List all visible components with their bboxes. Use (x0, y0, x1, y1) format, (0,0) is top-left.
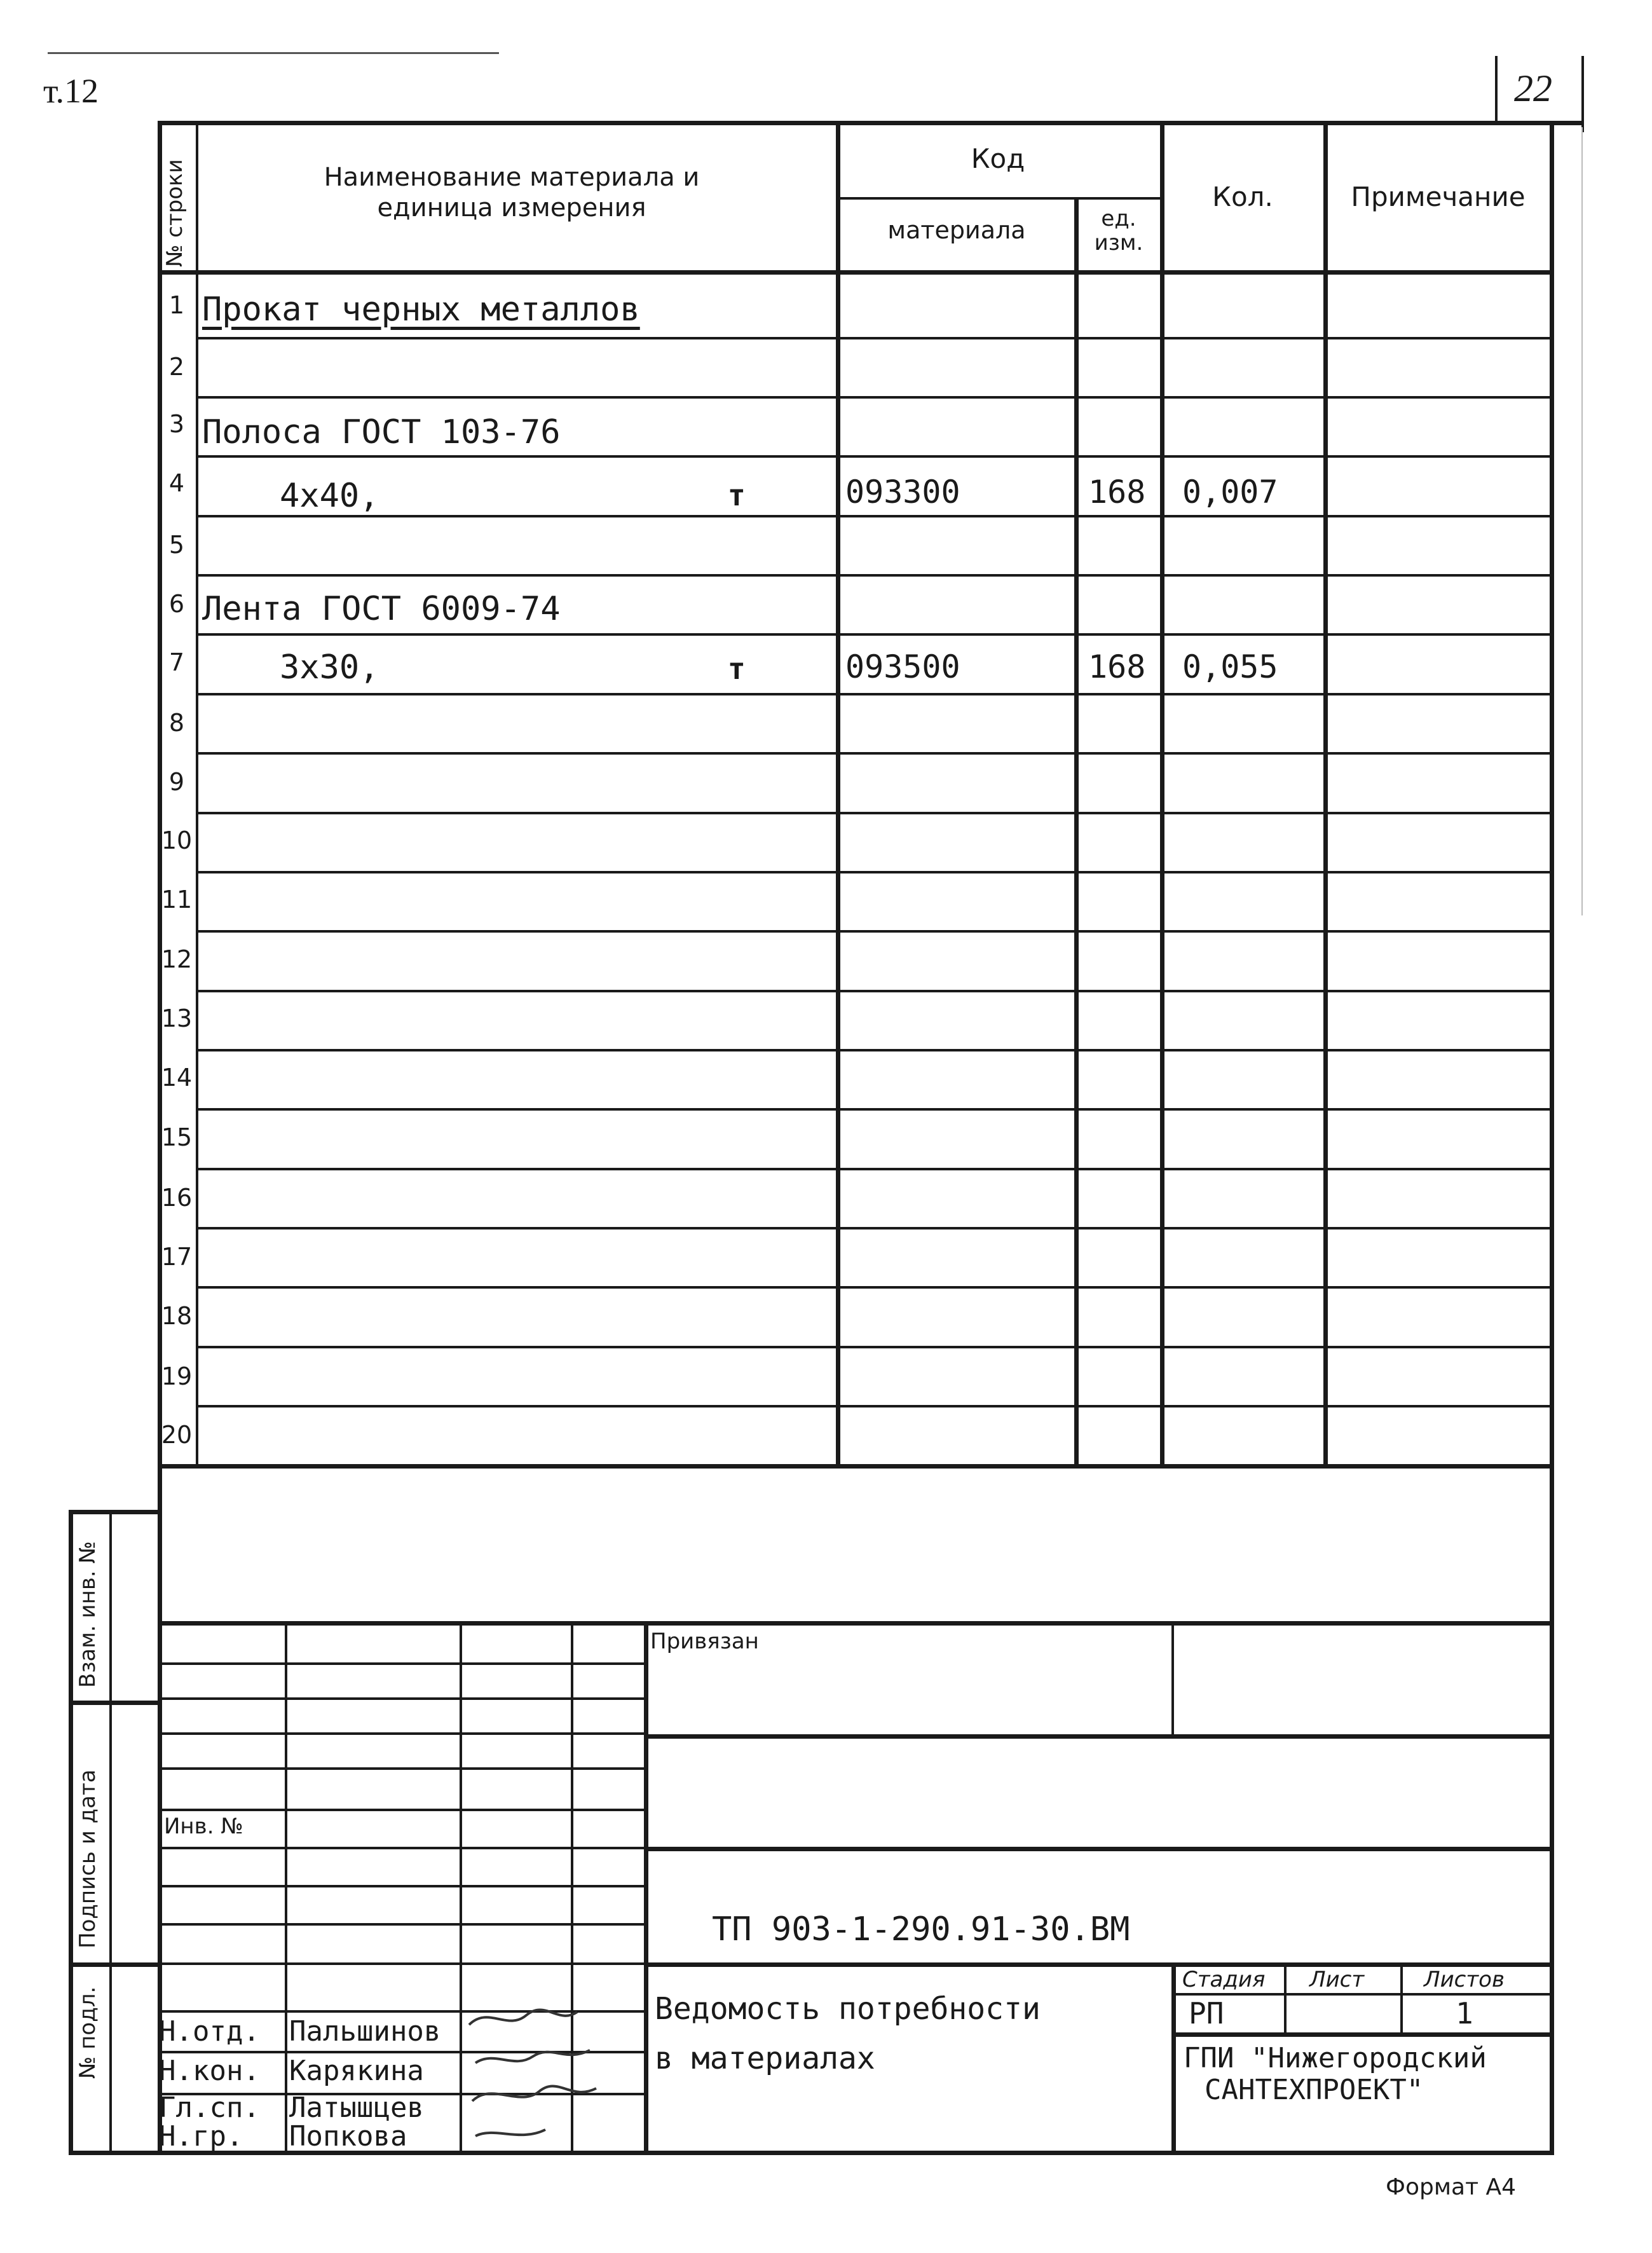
side-stamp-inner (109, 1510, 112, 2152)
row-number: 17 (161, 1243, 193, 1271)
signer-name: Карякина (289, 2055, 424, 2087)
row-number: 8 (168, 709, 185, 737)
grid-row (158, 1697, 644, 1700)
row-number: 9 (168, 768, 185, 796)
row-line (196, 990, 1550, 992)
table-body-bottom (158, 1464, 1550, 1469)
row-unit-code: 168 (1088, 474, 1146, 510)
row-number: 3 (168, 410, 185, 438)
header-quantity: Кол. (1212, 181, 1273, 212)
row-line (196, 337, 1550, 339)
right-edge-trace (1581, 127, 1583, 915)
privyazan-label: Привязан (650, 1629, 759, 1654)
header-code-group: Код (971, 143, 1025, 174)
top-rule (48, 52, 499, 54)
row-number: 16 (161, 1184, 193, 1212)
sheets-value: 1 (1456, 1996, 1473, 2030)
row-name: 3х30, (280, 648, 379, 687)
col-line-material (1074, 197, 1079, 1465)
signer-role: Гл.сп. (159, 2092, 260, 2124)
signer-role: Н.кон. (159, 2055, 260, 2087)
row-line (196, 1405, 1550, 1407)
grid-col-main (644, 1621, 648, 2152)
header-row-no: № строки (162, 159, 188, 267)
row-number: 18 (161, 1302, 193, 1330)
page-number-left-rule (1495, 56, 1498, 123)
side-vzam-inv: Взам. инв. № (75, 1541, 100, 1688)
row-material-code: 093500 (845, 648, 960, 685)
stage-bottom-line (1171, 2032, 1550, 2037)
grid-row (158, 1662, 644, 1665)
row-number: 4 (168, 469, 185, 497)
row-number: 5 (168, 531, 185, 559)
header-code-material: материала (887, 216, 1026, 244)
sheets-label: Листов (1424, 1967, 1505, 1992)
row-number: 7 (168, 648, 185, 676)
table-top-border (158, 121, 1581, 125)
signer-role: Н.гр. (159, 2120, 243, 2153)
row-number: 19 (161, 1362, 193, 1390)
row-name: Лента ГОСТ 6009-74 (202, 590, 561, 628)
row-line (196, 633, 1550, 636)
grid-row (158, 1847, 644, 1849)
signer-name: Латышцев (289, 2092, 424, 2124)
stage-col (1284, 1962, 1287, 2034)
col-line-rownum (196, 121, 198, 1465)
row-quantity: 0,055 (1182, 648, 1278, 685)
col-line-unit (1160, 121, 1164, 1465)
side-podpis-data: Подпись и дата (75, 1769, 100, 1948)
stage-label: Стадия (1182, 1967, 1266, 1992)
row-number: 2 (168, 353, 185, 381)
signature-icon (463, 1999, 615, 2152)
header-note: Примечание (1351, 181, 1526, 212)
header-name: Наименование материала и единица измерения (324, 163, 700, 223)
grid-row (158, 1809, 644, 1811)
row-line (196, 1049, 1550, 1051)
doc-code-bottom (644, 1962, 1550, 1967)
row-line (196, 812, 1550, 814)
side-inv-podl: № подл. (75, 1986, 100, 2079)
header-code-unit: ед. изм. (1094, 206, 1143, 256)
doc-title-line2: в материалах (655, 2041, 875, 2076)
row-unit-code: 168 (1088, 648, 1146, 685)
row-line (196, 1108, 1550, 1111)
row-line (196, 1346, 1550, 1348)
org-line1: ГПИ "Нижегородский (1184, 2042, 1487, 2074)
grid-row (158, 1923, 644, 1926)
side-stamp-outer (69, 1510, 73, 2152)
row-number: 13 (161, 1004, 193, 1032)
stage-value: РП (1189, 1996, 1224, 2030)
doc-code: ТП 903-1-290.91-30.ВМ (712, 1910, 1130, 1948)
col-line-name (836, 121, 840, 1465)
side-stamp-div1 (69, 1701, 160, 1705)
row-unit: т (728, 652, 746, 686)
row-number: 11 (161, 886, 193, 914)
row-line (196, 752, 1550, 755)
page-number: 22 (1514, 67, 1552, 109)
code-subheader-line (836, 197, 1160, 200)
grid-row (158, 1885, 644, 1887)
title-block-top (158, 1621, 1550, 1626)
stage-header-line (1171, 1993, 1550, 1996)
row-line (196, 1168, 1550, 1170)
row-number: 12 (161, 945, 193, 973)
row-line (196, 871, 1550, 873)
stage-block-left (1171, 1962, 1176, 2152)
org-line2: САНТЕХПРОЕКТ" (1205, 2074, 1424, 2106)
row-number: 6 (168, 590, 185, 618)
side-stamp-div2 (69, 1962, 160, 1967)
doc-code-top (644, 1847, 1550, 1851)
row-line (196, 396, 1550, 399)
privyazan-bottom (644, 1734, 1550, 1739)
grid-row (158, 1962, 644, 1965)
row-number: 14 (161, 1064, 193, 1092)
row-line (196, 574, 1550, 577)
row-number: 1 (168, 291, 185, 319)
privyazan-divider (1171, 1621, 1174, 1736)
row-number: 10 (161, 826, 193, 854)
row-material-code: 093300 (845, 474, 960, 510)
inv-no-label: Инв. № (164, 1814, 243, 1839)
signer-role: Н.отд. (159, 2015, 260, 2048)
row-quantity: 0,007 (1182, 474, 1278, 510)
grid-row (158, 1732, 644, 1735)
row-line (196, 930, 1550, 933)
col-line-qty (1323, 121, 1328, 1465)
sheet-label: Лист (1309, 1967, 1365, 1992)
row-name: Полоса ГОСТ 103-76 (202, 413, 561, 451)
doc-title-line1: Ведомость потребности (655, 1991, 1041, 2027)
side-stamp-top (69, 1510, 160, 1514)
row-line (196, 693, 1550, 695)
row-line (196, 455, 1550, 458)
row-line (196, 1286, 1550, 1289)
signer-name: Пальшинов (289, 2015, 441, 2048)
page-number-right-rule (1581, 56, 1584, 132)
format-label: Формат А4 (1386, 2174, 1517, 2200)
header-bottom-line (158, 270, 1550, 275)
stage-col (1400, 1962, 1403, 2034)
row-line (196, 1227, 1550, 1229)
row-number: 15 (161, 1123, 193, 1151)
row-name: Прокат черных металлов (202, 291, 640, 329)
row-name: 4х40, (280, 477, 379, 515)
sheet-ref: т.12 (43, 72, 99, 110)
signer-name: Попкова (289, 2120, 407, 2153)
grid-row (158, 1767, 644, 1770)
row-unit: т (728, 478, 746, 512)
row-line (196, 515, 1550, 517)
row-number: 20 (161, 1421, 193, 1449)
table-right-border (1550, 121, 1554, 2155)
